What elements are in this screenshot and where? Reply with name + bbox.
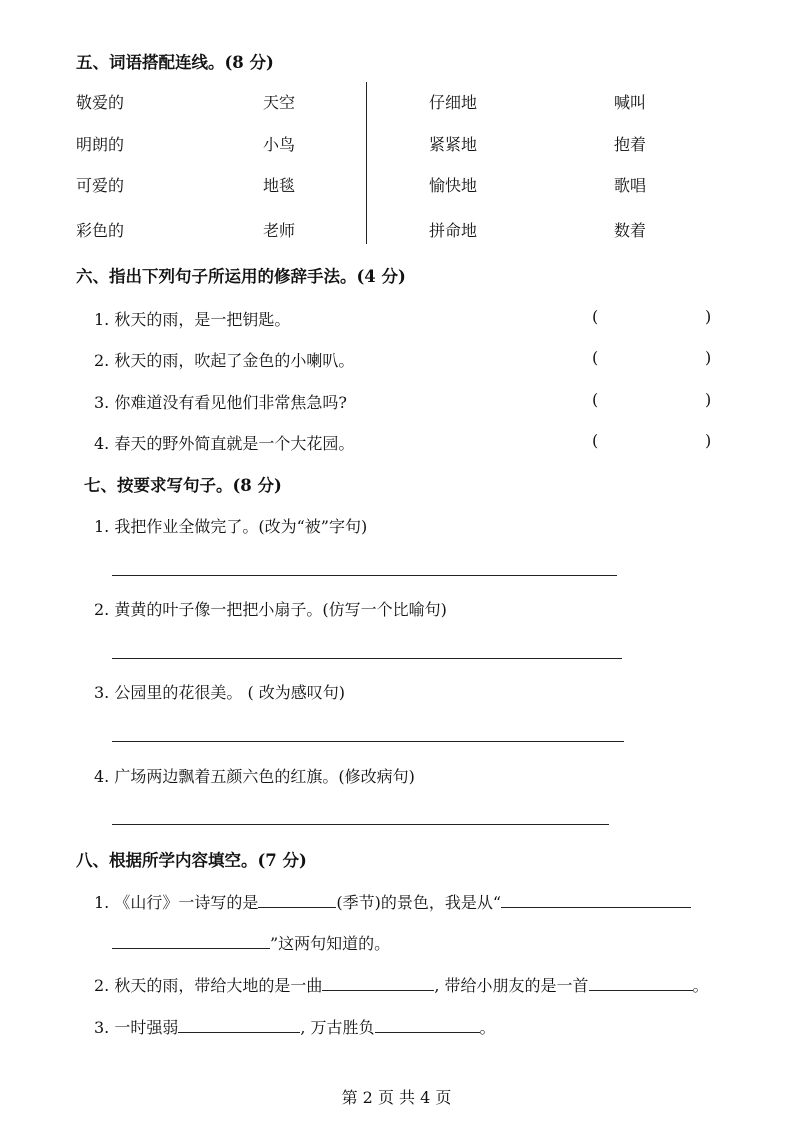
match-col4-item[interactable]: 歌唱 [614, 176, 647, 195]
question-text: (季节)的景色，我是从“ [336, 893, 502, 912]
rhetoric-question: 1. 秋天的雨，是一把钥匙。 [94, 310, 291, 329]
question-text: 1. 《山行》一诗写的是 [94, 893, 259, 912]
answer-line[interactable] [112, 575, 617, 576]
answer-open-paren[interactable]: ( [592, 348, 599, 367]
answer-open-paren[interactable]: ( [592, 307, 599, 326]
question-text: , 万古胜负 [300, 1018, 375, 1037]
fill-question-2 [94, 973, 709, 996]
match-col3-item[interactable]: 紧紧地 [429, 135, 478, 154]
fill-blank[interactable] [501, 893, 691, 908]
column-divider [366, 82, 367, 244]
question-text: 3. 一时强弱 [94, 1018, 179, 1037]
match-col2-item[interactable]: 天空 [263, 93, 296, 112]
page-number: 第 2 页 共 4 页 [341, 1088, 452, 1107]
rewrite-question: 1. 我把作业全做完了。(改为“被”字句) [94, 517, 368, 536]
match-col2-item[interactable]: 地毯 [263, 176, 296, 195]
rewrite-question: 3. 公园里的花很美。 ( 改为感叹句) [94, 683, 346, 702]
match-col1-item[interactable]: 可爱的 [76, 176, 125, 195]
question-text: 。 [479, 1018, 496, 1037]
match-col3-item[interactable]: 拼命地 [429, 221, 478, 240]
answer-line[interactable] [112, 824, 609, 825]
fill-blank[interactable] [375, 1018, 480, 1033]
section6-title: 六、指出下列句子所运用的修辞手法。(4 分) [76, 267, 406, 286]
match-col2-item[interactable]: 老师 [263, 221, 296, 240]
rhetoric-question: 4. 春天的野外简直就是一个大花园。 [94, 434, 355, 453]
question-text: , 带给小朋友的是一首 [434, 976, 589, 995]
rhetoric-question: 3. 你难道没有看见他们非常焦急吗? [94, 393, 347, 412]
answer-close-paren[interactable]: ) [705, 307, 712, 326]
match-col1-item[interactable]: 敬爱的 [76, 93, 125, 112]
fill-question-3 [94, 1015, 496, 1038]
answer-close-paren[interactable]: ) [705, 431, 712, 450]
question-text: 。 [692, 976, 709, 995]
match-col4-item[interactable]: 抱着 [614, 135, 647, 154]
fill-blank[interactable] [112, 934, 270, 949]
fill-question-1-cont [112, 931, 390, 954]
section7-title: 七、按要求写句子。(8 分) [84, 476, 282, 495]
fill-blank[interactable] [589, 976, 693, 991]
fill-blank[interactable] [258, 893, 336, 908]
fill-blank[interactable] [322, 976, 434, 991]
rewrite-question: 2. 黄黄的叶子像一把把小扇子。(仿写一个比喻句) [94, 600, 447, 619]
match-col1-item[interactable]: 明朗的 [76, 135, 125, 154]
match-col4-item[interactable]: 喊叫 [614, 93, 647, 112]
match-col3-item[interactable]: 愉快地 [429, 176, 478, 195]
rewrite-question: 4. 广场两边飘着五颜六色的红旗。(修改病句) [94, 767, 415, 786]
answer-close-paren[interactable]: ) [705, 348, 712, 367]
section8-title: 八、根据所学内容填空。(7 分) [76, 851, 307, 870]
answer-close-paren[interactable]: ) [705, 390, 712, 409]
answer-line[interactable] [112, 741, 624, 742]
answer-open-paren[interactable]: ( [592, 431, 599, 450]
match-col2-item[interactable]: 小鸟 [263, 135, 296, 154]
fill-question-1 [94, 890, 691, 913]
section5-title: 五、词语搭配连线。(8 分) [76, 53, 274, 72]
match-col3-item[interactable]: 仔细地 [429, 93, 478, 112]
question-text: ”这两句知道的。 [270, 934, 391, 953]
rhetoric-question: 2. 秋天的雨，吹起了金色的小喇叭。 [94, 351, 355, 370]
match-col1-item[interactable]: 彩色的 [76, 221, 125, 240]
answer-line[interactable] [112, 658, 622, 659]
answer-open-paren[interactable]: ( [592, 390, 599, 409]
fill-blank[interactable] [178, 1018, 300, 1033]
question-text: 2. 秋天的雨，带给大地的是一曲 [94, 976, 323, 995]
match-col4-item[interactable]: 数着 [614, 221, 647, 240]
